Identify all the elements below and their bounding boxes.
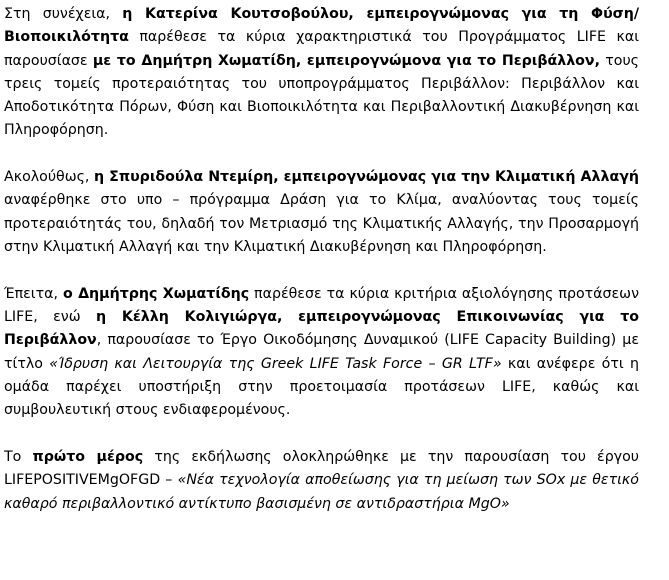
text: παρέθεσε τα κύρια κριτήρια αξιολόγησης προτάσεων LIFE, ενώ (4, 285, 639, 326)
bold-text: η Σπυριδούλα Ντεμίρη, εμπειρογνώμονας για την Κλιματική Αλλαγή (94, 169, 639, 186)
text: της εκδήλωσης ολοκληρώθηκε με την παρουσίαση του έργου LIFEPOSITIVEMgOFGD – (4, 448, 639, 489)
italic-text: «Νέα τεχνολογία αποθείωσης για τη μείωση των SOx με θετικό καθαρό περιβαλλοντικό αντίκτυπο βασισμένη σε αντιδραστήρια MgO» (4, 472, 639, 512)
bold-text: με το Δημήτρη Χωματίδη, εμπειρογνώμονα για το Περιβάλλον, (92, 52, 600, 69)
text: τους τρεις τομείς προτεραιότητας του υποπρογράμματος Περιβάλλον: Περιβάλλον και Αποδοτικότητα Πόρων, Φύση και Βιοποικιλότητα και Περιβαλλοντική Διακυβέρνηση και Πληροφόρηση. (4, 52, 639, 139)
bold-text: η Κέλλη Κολιγιώργα, εμπειρογνώμονας Επικοινωνίας για το Περιβάλλον (4, 309, 639, 349)
paragraph-3 (4, 283, 639, 423)
bold-text: ο Δημήτρης Χωματίδης (62, 285, 250, 302)
text: Έπειτα, (4, 285, 63, 302)
text: αναφέρθηκε στο υπο – πρόγραμμα Δράση για το Κλίμα, αναλύοντας τους τομείς προτεραιότητάς του, δηλαδή τον Μετριασμό της Κλιματικής Αλλαγής, την Προσαρμογή στην Κλιματική Αλλαγή και την Κλιματική Διακυβέρνηση και Πληροφόρηση. (4, 192, 639, 256)
paragraph-4 (4, 446, 639, 516)
bold-text: πρώτο μέρος (32, 448, 144, 465)
text: Ακολούθως, (4, 169, 95, 186)
text: και ανέφερε ότι η ομάδα παρέχει υποστήριξη στην προετοιμασία προτάσεων LIFE, καθώς και συμβουλευτική στους ενδιαφερομένους. (4, 355, 639, 419)
paragraph-2 (4, 166, 639, 259)
bold-text: η Κατερίνα Κουτσοβούλου, εμπειρογνώμονας για τη Φύση/Βιοποικιλότητα (4, 6, 640, 46)
text: Το (4, 448, 33, 465)
text: Στη συνέχεια, (4, 6, 123, 22)
paragraph-1 (4, 0, 639, 143)
article-body (4, 0, 639, 539)
text: , παρουσίασε το Έργο Οικοδόμησης Δυναμικού (LIFE Capacity Building) με τίτλο (4, 332, 639, 372)
italic-text: «Ίδρυση και Λειτουργία της Greek LIFE Task Force – GR LTF» (49, 355, 502, 372)
text: παρέθεσε τα κύρια χαρακτηριστικά του Προγράμματος LIFE και παρουσίασε (4, 29, 639, 69)
